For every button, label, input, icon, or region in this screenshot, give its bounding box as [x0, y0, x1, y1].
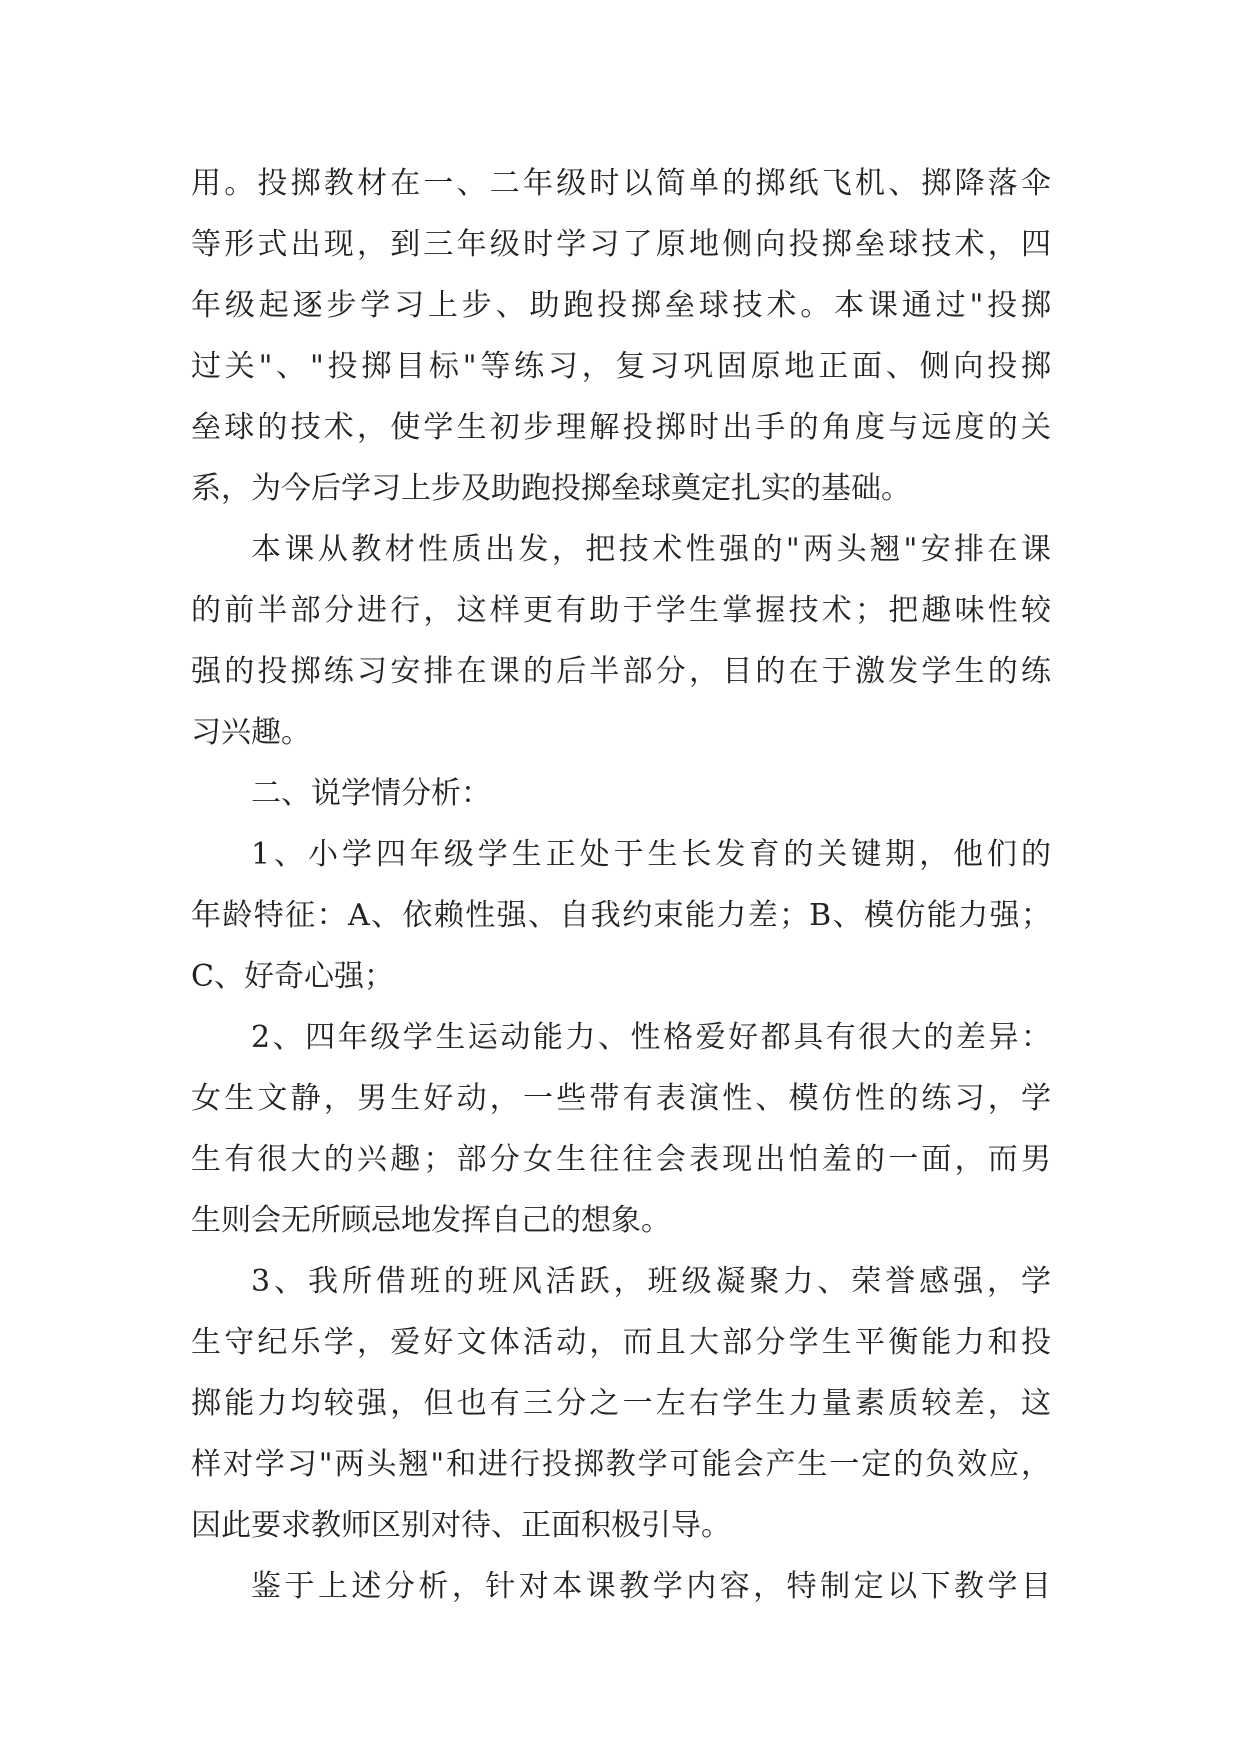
text-line: 生守纪乐学，爱好文体活动，而且大部分学生平衡能力和投 [191, 1325, 1051, 1360]
text-line: 等形式出现，到三年级时学习了原地侧向投掷垒球技术，四 [191, 227, 1051, 262]
text-line: 生则会无所顾忌地发挥自己的想象。 [191, 1203, 671, 1238]
text-line: 生有很大的兴趣；部分女生往往会表现出怕羞的一面，而男 [191, 1142, 1051, 1177]
text-line: 2、四年级学生运动能力、性格爱好都具有很大的差异： [251, 1020, 1051, 1055]
text-line: 的前半部分进行，这样更有助于学生掌握技术；把趣味性较 [191, 593, 1051, 628]
text-line: 鉴于上述分析，针对本课教学内容，特制定以下教学目 [251, 1569, 1051, 1604]
text-line: 垒球的技术，使学生初步理解投掷时出手的角度与远度的关 [191, 410, 1051, 445]
text-line: 年龄特征：A、依赖性强、自我约束能力差；B、模仿能力强； [191, 898, 1051, 933]
text-line: 年级起逐步学习上步、助跑投掷垒球技术。本课通过"投掷 [191, 288, 1051, 323]
text-line: 女生文静，男生好动，一些带有表演性、模仿性的练习，学 [191, 1081, 1051, 1116]
text-line: 样对学习"两头翘"和进行投掷教学可能会产生一定的负效应， [191, 1447, 1051, 1482]
text-line: 用。投掷教材在一、二年级时以简单的掷纸飞机、掷降落伞 [191, 166, 1051, 201]
text-line: 本课从教材性质出发，把技术性强的"两头翘"安排在课 [251, 532, 1051, 567]
text-line: 因此要求教师区别对待、正面积极引导。 [191, 1508, 731, 1543]
text-line: 掷能力均较强，但也有三分之一左右学生力量素质较差，这 [191, 1386, 1051, 1421]
text-line: 强的投掷练习安排在课的后半部分，目的在于激发学生的练 [191, 654, 1051, 689]
text-line: 系，为今后学习上步及助跑投掷垒球奠定扎实的基础。 [191, 471, 911, 506]
text-line: 习兴趣。 [191, 715, 311, 750]
text-line: 3、我所借班的班风活跃，班级凝聚力、荣誉感强，学 [251, 1264, 1051, 1299]
text-line: 二、说学情分析： [251, 776, 491, 811]
body-text [191, 153, 1051, 1617]
text-line: 1、小学四年级学生正处于生长发育的关键期，他们的 [251, 837, 1051, 872]
text-line: 过关"、"投掷目标"等练习，复习巩固原地正面、侧向投掷 [191, 349, 1051, 384]
text-line: C、好奇心强； [191, 959, 394, 994]
